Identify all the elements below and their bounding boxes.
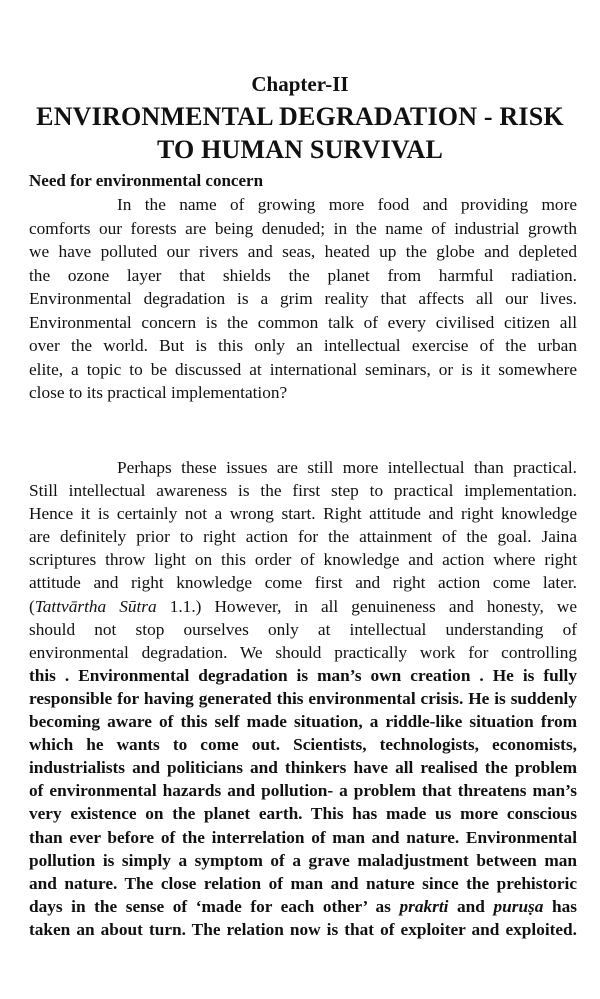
text-line: the ozone layer that shields the planet from harmful radiation.: [29, 265, 577, 285]
text-line: Environmental degradation is a grim reality that affects all our lives.: [29, 289, 577, 308]
text-line: responsible for having generated this environmental crisis. He is suddenly: [29, 688, 577, 708]
text-line: over the world. But is this only an intellectual exercise of the urban: [29, 336, 577, 355]
text-line: Hence it is certainly not a wrong start. Right attitude and right knowledge: [29, 504, 577, 524]
text-line: we have polluted our rivers and seas, heated up the globe and depleted: [29, 242, 577, 261]
text-line: In the name of growing more food and providing more: [117, 195, 577, 214]
text-line: than ever before of the interrelation of man and nature. Environmental: [29, 827, 577, 847]
chapter-label: Chapter-II: [251, 72, 349, 96]
text-line: days in the sense of ‘made for each other’ as prakrti and puruṣa has: [29, 896, 577, 916]
text-line: close to its practical implementation?: [29, 383, 288, 402]
text-line: of environmental hazards and pollution- a problem that threatens man’s: [29, 781, 577, 801]
text-line: environmental degradation. We should practically work for controlling: [29, 642, 577, 662]
text-line: attitude and right knowledge come first and right action come later.: [29, 573, 577, 593]
text-line: comforts our forests are being denuded; in the name of industrial growth: [29, 218, 577, 238]
text-line: industrialists and politicians and thinkers have all realised the problem: [29, 758, 577, 778]
text-line: which he wants to come out. Scientists, technologists, economists,: [29, 735, 577, 755]
paragraph-1: [29, 193, 577, 405]
chapter-title-line-1: ENVIRONMENTAL DEGRADATION - RISK: [36, 102, 564, 131]
text-line: are definitely prior to right action for the attainment of the goal. Jaina: [29, 527, 577, 547]
text-line: should not stop ourselves only at intellectual understanding of: [29, 619, 577, 639]
text-line: taken an about turn. The relation now is that of exploiter and exploited.: [29, 919, 577, 939]
text-line: elite, a topic to be discussed at international seminars, or is it somewhere: [29, 359, 577, 379]
text-line: Perhaps these issues are still more intellectual than practical.: [117, 458, 577, 477]
text-line: this . Environmental degradation is man’s own creation . He is fully: [29, 665, 577, 685]
text-line: Still intellectual awareness is the first step to practical implementation.: [29, 481, 577, 501]
text-line: Environmental concern is the common talk of every civilised citizen all: [29, 312, 577, 332]
text-line: becoming aware of this self made situation, a riddle-like situation from: [29, 712, 577, 732]
text-line: and nature. The close relation of man and nature since the prehistoric: [29, 873, 577, 893]
section-heading: Need for environmental concern: [29, 171, 264, 190]
text-line-with-citation: (Tattvārtha Sūtra 1.1.) However, in all genuineness and honesty, we: [29, 596, 577, 616]
text-line: very existence on the planet earth. This has made us more conscious: [29, 804, 577, 824]
text-line: scriptures throw light on this order of knowledge and action where right: [29, 550, 577, 570]
text-line: pollution is simply a symptom of a grave maladjustment between man: [29, 850, 577, 870]
chapter-title: [0, 100, 600, 166]
paragraph-2: [29, 456, 577, 941]
chapter-title-line-2: TO HUMAN SURVIVAL: [156, 135, 444, 164]
